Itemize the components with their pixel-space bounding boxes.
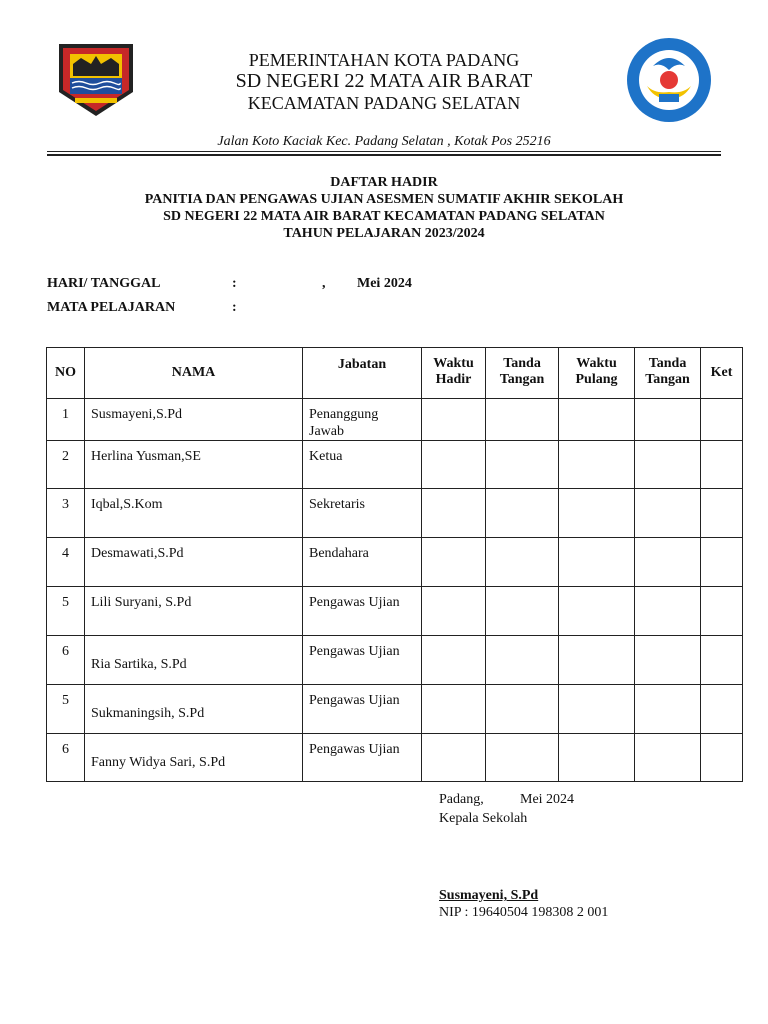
row-no: 6 xyxy=(47,636,85,685)
row-jabatan: Bendahara xyxy=(303,538,422,587)
row-waktu-hadir[interactable] xyxy=(422,685,486,734)
row-tanda-tangan-1[interactable] xyxy=(486,685,559,734)
subject-label: MATA PELAJARAN xyxy=(47,300,176,315)
row-ket[interactable] xyxy=(701,636,743,685)
row-no: 3 xyxy=(47,489,85,538)
header-waktu-hadir-line1: Waktu xyxy=(433,356,474,371)
row-nama: Desmawati,S.Pd xyxy=(85,538,303,587)
row-jabatan: Pengawas Ujian xyxy=(303,587,422,636)
header-tanda-tangan-2-line2: Tangan xyxy=(645,372,690,387)
header-waktu-pulang-line1: Waktu xyxy=(576,356,617,371)
row-tanda-tangan-1[interactable] xyxy=(486,441,559,489)
doc-subtitle-2: SD NEGERI 22 MATA AIR BARAT KECAMATAN PADANG SELATAN xyxy=(163,209,605,224)
row-no: 5 xyxy=(47,685,85,734)
day-date-colon: : xyxy=(232,276,237,291)
letterhead-divider-thick xyxy=(47,154,721,156)
row-ket[interactable] xyxy=(701,734,743,782)
row-no: 6 xyxy=(47,734,85,782)
row-ket[interactable] xyxy=(701,587,743,636)
header-ket: Ket xyxy=(701,348,743,399)
letterhead-divider-thin xyxy=(47,151,721,152)
table-row xyxy=(47,685,743,734)
row-waktu-hadir[interactable] xyxy=(422,587,486,636)
row-jabatan: Sekretaris xyxy=(303,489,422,538)
letterhead-line-1: PEMERINTAHAN KOTA PADANG xyxy=(248,50,520,70)
row-tanda-tangan-1[interactable] xyxy=(486,399,559,441)
row-tanda-tangan-1[interactable] xyxy=(486,734,559,782)
row-waktu-pulang[interactable] xyxy=(559,587,635,636)
row-waktu-hadir[interactable] xyxy=(422,734,486,782)
letterhead-school-name: SD NEGERI 22 MATA AIR BARAT xyxy=(235,70,533,92)
doc-subtitle-3: TAHUN PELAJARAN 2023/2024 xyxy=(283,226,485,241)
row-waktu-hadir[interactable] xyxy=(422,399,486,441)
row-waktu-pulang[interactable] xyxy=(559,399,635,441)
signature-name: Susmayeni, S.Pd xyxy=(439,888,539,903)
signature-nip: NIP : 19640504 198308 2 001 xyxy=(439,905,609,920)
row-waktu-hadir[interactable] xyxy=(422,489,486,538)
header-tanda-tangan-1 xyxy=(486,348,559,399)
row-tanda-tangan-1[interactable] xyxy=(486,587,559,636)
header-waktu-hadir xyxy=(422,348,486,399)
row-ket[interactable] xyxy=(701,399,743,441)
day-date-comma: , xyxy=(322,276,326,291)
table-row xyxy=(47,734,743,782)
row-waktu-pulang[interactable] xyxy=(559,685,635,734)
subject-colon: : xyxy=(232,300,237,315)
row-jabatan: Ketua xyxy=(303,441,422,489)
doc-title: DAFTAR HADIR xyxy=(330,175,438,190)
row-waktu-pulang[interactable] xyxy=(559,636,635,685)
row-waktu-hadir[interactable] xyxy=(422,441,486,489)
row-jabatan: Pengawas Ujian xyxy=(303,685,422,734)
row-nama: Herlina Yusman,SE xyxy=(85,441,303,489)
header-waktu-pulang xyxy=(559,348,635,399)
row-waktu-pulang[interactable] xyxy=(559,734,635,782)
table-row xyxy=(47,489,743,538)
header-no: NO xyxy=(47,348,85,399)
table-header-row xyxy=(47,348,743,399)
row-jabatan: Pengawas Ujian xyxy=(303,734,422,782)
header-jabatan: Jabatan xyxy=(303,348,422,399)
letterhead-district: KECAMATAN PADANG SELATAN xyxy=(247,93,521,113)
row-nama: Fanny Widya Sari, S.Pd xyxy=(85,734,303,782)
row-nama: Sukmaningsih, S.Pd xyxy=(85,685,303,734)
row-waktu-pulang[interactable] xyxy=(559,538,635,587)
row-tanda-tangan-2[interactable] xyxy=(635,399,701,441)
row-ket[interactable] xyxy=(701,489,743,538)
attendance-table xyxy=(46,347,743,782)
row-no: 5 xyxy=(47,587,85,636)
signature-role: Kepala Sekolah xyxy=(439,811,528,826)
header-waktu-hadir-line2: Hadir xyxy=(435,372,472,387)
row-tanda-tangan-1[interactable] xyxy=(486,538,559,587)
row-ket[interactable] xyxy=(701,441,743,489)
row-ket[interactable] xyxy=(701,685,743,734)
row-tanda-tangan-2[interactable] xyxy=(635,587,701,636)
row-jabatan: Penanggung Jawab xyxy=(303,399,422,441)
row-tanda-tangan-2[interactable] xyxy=(635,489,701,538)
row-nama: Susmayeni,S.Pd xyxy=(85,399,303,441)
row-tanda-tangan-2[interactable] xyxy=(635,636,701,685)
table-row xyxy=(47,441,743,489)
row-nama: Ria Sartika, S.Pd xyxy=(85,636,303,685)
tut-wuri-handayani-logo xyxy=(625,36,713,124)
day-date-label: HARI/ TANGGAL xyxy=(47,276,161,291)
header-tanda-tangan-2 xyxy=(635,348,701,399)
row-tanda-tangan-2[interactable] xyxy=(635,734,701,782)
row-tanda-tangan-1[interactable] xyxy=(486,489,559,538)
row-tanda-tangan-1[interactable] xyxy=(486,636,559,685)
row-tanda-tangan-2[interactable] xyxy=(635,538,701,587)
table-row xyxy=(47,587,743,636)
padang-city-crest-logo xyxy=(57,42,135,118)
signature-place: Padang, xyxy=(439,792,484,807)
row-waktu-hadir[interactable] xyxy=(422,538,486,587)
header-tanda-tangan-1-line1: Tanda xyxy=(503,356,541,371)
header-tanda-tangan-1-line2: Tangan xyxy=(499,372,545,387)
row-waktu-pulang[interactable] xyxy=(559,489,635,538)
letterhead-address: Jalan Koto Kaciak Kec. Padang Selatan , Kotak Pos 25216 xyxy=(217,134,551,149)
row-tanda-tangan-2[interactable] xyxy=(635,685,701,734)
signature-date: Mei 2024 xyxy=(520,792,575,807)
row-waktu-hadir[interactable] xyxy=(422,636,486,685)
row-no: 1 xyxy=(47,399,85,441)
table-row xyxy=(47,538,743,587)
header-tanda-tangan-2-line1: Tanda xyxy=(648,356,687,371)
row-waktu-pulang[interactable] xyxy=(559,441,635,489)
table-row xyxy=(47,399,743,441)
table-row xyxy=(47,636,743,685)
row-nama: Iqbal,S.Kom xyxy=(85,489,303,538)
day-date-value: Mei 2024 xyxy=(357,276,412,291)
row-no: 2 xyxy=(47,441,85,489)
row-ket[interactable] xyxy=(701,538,743,587)
header-nama: NAMA xyxy=(85,348,303,399)
doc-subtitle-1: PANITIA DAN PENGAWAS UJIAN ASESMEN SUMATIF AKHIR SEKOLAH xyxy=(144,192,624,207)
row-nama: Lili Suryani, S.Pd xyxy=(85,587,303,636)
row-tanda-tangan-2[interactable] xyxy=(635,441,701,489)
row-jabatan: Pengawas Ujian xyxy=(303,636,422,685)
header-waktu-pulang-line2: Pulang xyxy=(575,372,618,387)
row-no: 4 xyxy=(47,538,85,587)
